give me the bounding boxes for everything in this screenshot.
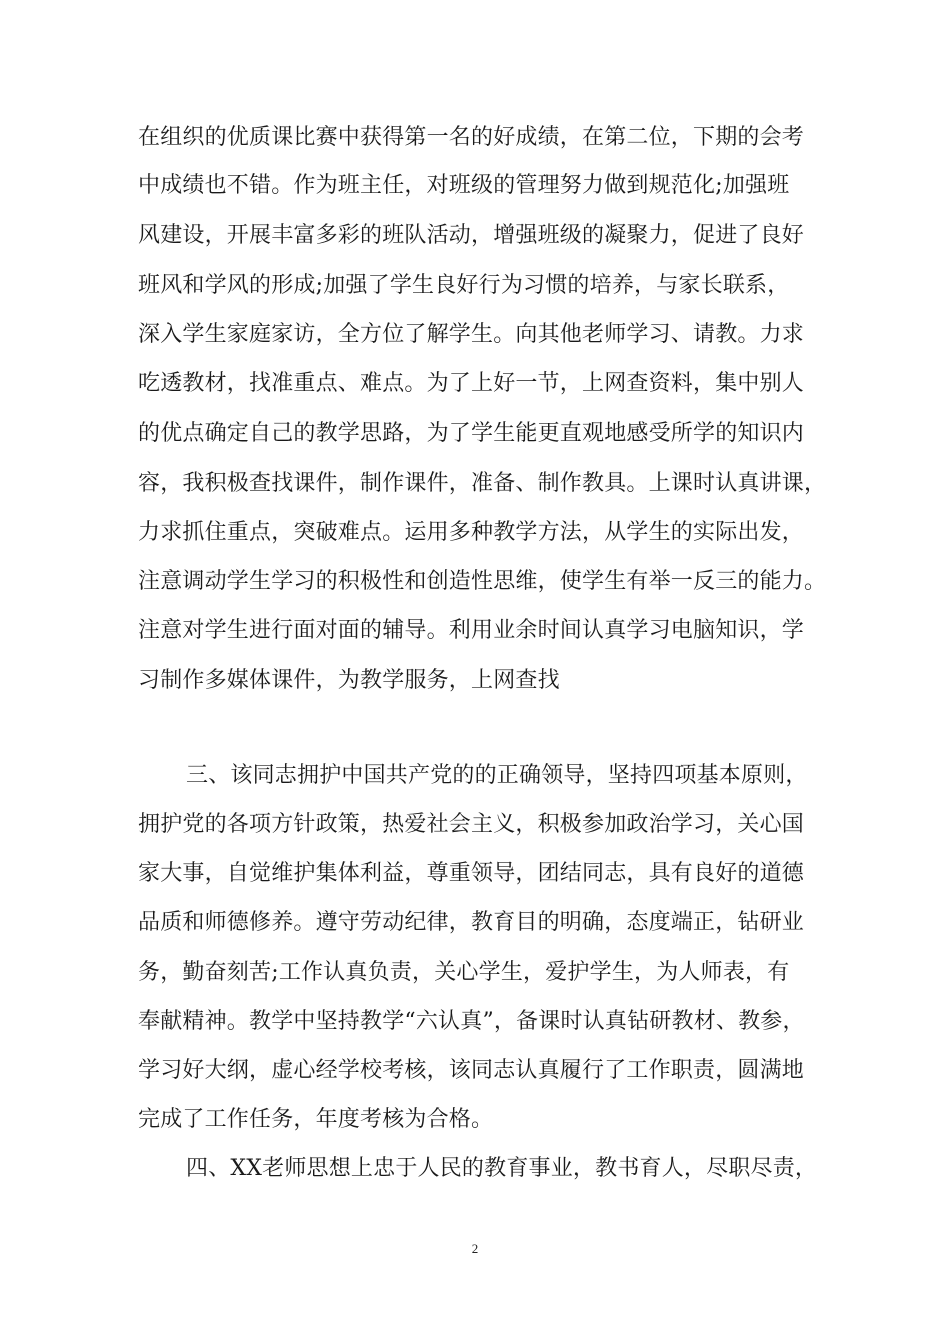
text-line-10: 注意调动学生学习的积极性和创造性思维，使学生有举一反三的能力。 — [138, 569, 827, 594]
text-line-20: 完成了工作任务，年度考核为合格。 — [138, 1107, 494, 1132]
text-line-3: 风建设，开展丰富多彩的班队活动，增强班级的凝聚力，促进了良好 — [138, 223, 805, 248]
text-line-7: 的优点确定自己的教学思路，为了学生能更直观地感受所学的知识内 — [138, 421, 805, 446]
text-line-14: 拥护党的各项方针政策，热爱社会主义，积极参加政治学习，关心国 — [138, 812, 805, 837]
text-line-2: 中成绩也不错。作为班主任，对班级的管理努力做到规范化;加强班 — [138, 173, 790, 198]
text-line-18: 奉献精神。教学中坚持教学“六认真”，备课时认真钻研教材、教参， — [138, 1009, 805, 1034]
text-line-1: 在组织的优质课比赛中获得第一名的好成绩，在第二位，下期的会考 — [138, 125, 805, 150]
text-line-19: 学习好大纲，虚心经学校考核，该同志认真履行了工作职责，圆满地 — [138, 1058, 805, 1083]
text-line-16: 品质和师德修养。遵守劳动纪律，教育目的明确，态度端正，钻研业 — [138, 910, 805, 935]
text-line-4: 班风和学风的形成;加强了学生良好行为习惯的培养，与家长联系， — [138, 273, 790, 298]
paragraph-4-first-line: 四、XX老师思想上忠于人民的教育事业，教书育人，尽职尽责， — [186, 1156, 818, 1181]
text-line-5: 深入学生家庭家访，全方位了解学生。向其他老师学习、请教。力求 — [138, 322, 805, 347]
text-line-8: 容，我积极查找课件，制作课件，准备、制作教具。上课时认真讲课， — [138, 471, 827, 496]
text-line-15: 家大事，自觉维护集体利益，尊重领导，团结同志，具有良好的道德 — [138, 861, 805, 886]
text-line-11: 注意对学生进行面对面的辅导。利用业余时间认真学习电脑知识，学 — [138, 618, 805, 643]
text-line-9: 力求抓住重点，突破难点。运用多种教学方法，从学生的实际出发， — [138, 520, 805, 545]
text-line-6: 吃透教材，找准重点、难点。为了上好一节，上网查资料，集中别人 — [138, 371, 805, 396]
text-line-17: 务，勤奋刻苦;工作认真负责，关心学生，爱护学生，为人师表，有 — [138, 960, 790, 985]
text-line-12: 习制作多媒体课件，为教学服务，上网查找 — [138, 668, 560, 693]
page-number: 2 — [471, 1241, 479, 1256]
paragraph-3-first-line: 三、该同志拥护中国共产党的的正确领导，坚持四项基本原则， — [186, 763, 808, 788]
